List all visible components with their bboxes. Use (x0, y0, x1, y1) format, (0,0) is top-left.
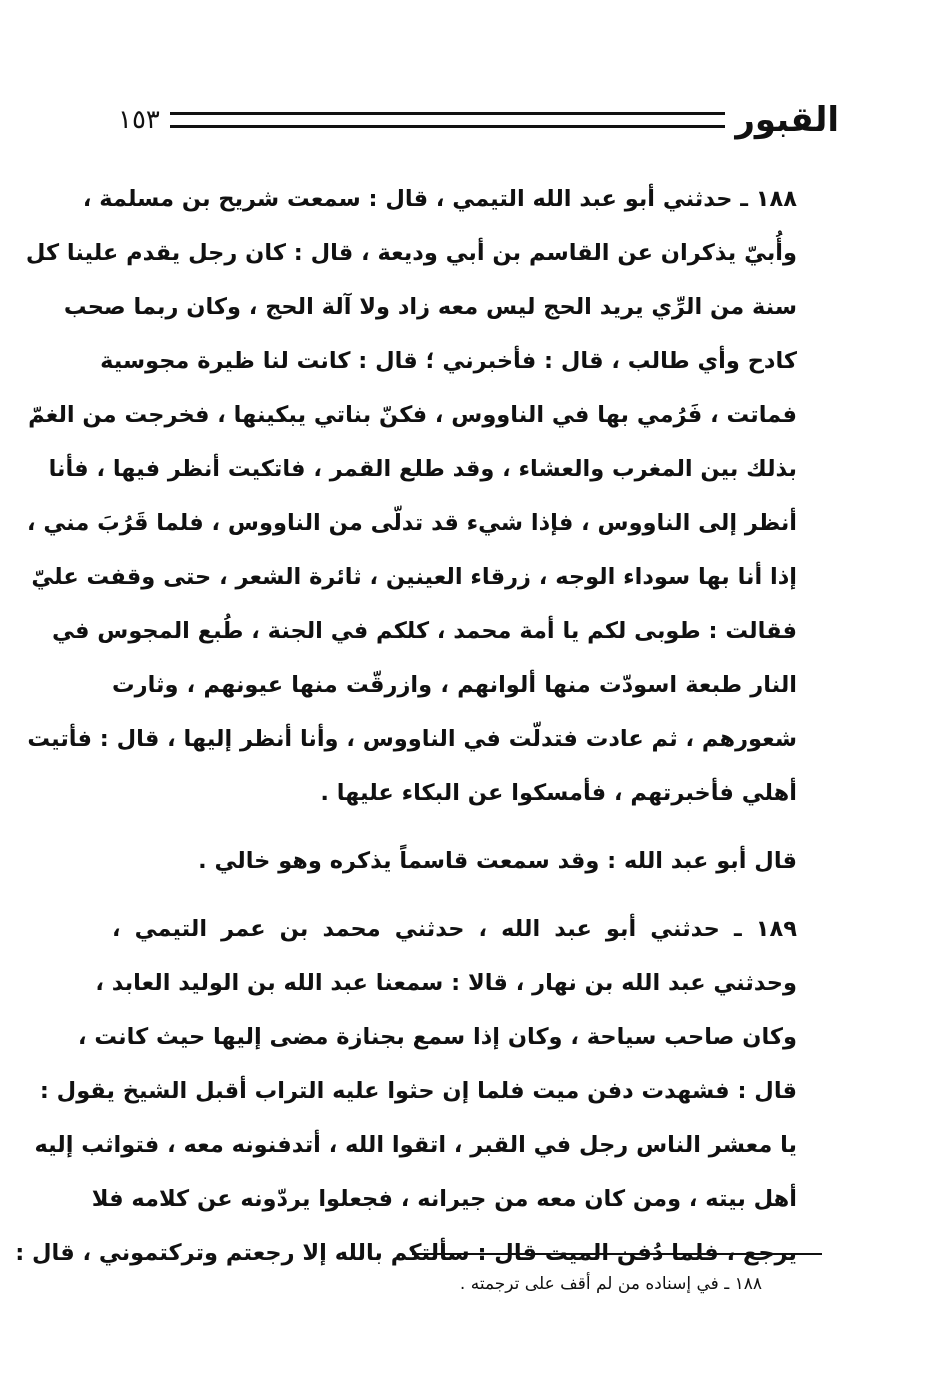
text-line: وأُبيّ يذكران عن القاسم بن أبي وديعة ، قال : كان رجل يقدم علينا كل (25, 240, 797, 266)
text-line: ١٨٩ ـ حدثني أبو عبد الله ، حدثني محمد بن عمر التيمي ، (112, 916, 797, 942)
narration-189 (15, 902, 837, 1280)
page-number: ١٥٣ (118, 105, 160, 135)
text-line: يا معشر الناس رجل في القبر ، اتقوا الله ، أتدفنونه معه ، فتواثب إليه (34, 1132, 797, 1158)
footnote-separator (412, 1253, 822, 1255)
text-line: النار طبعة اسودّت منها ألوانهم ، وازرقّت منها عيونهم ، وثارت (112, 672, 797, 698)
main-text (15, 172, 837, 1280)
text-line: وكان صاحب سياحة ، وكان إذا سمع بجنازة مضى إليها حيث كانت ، (77, 1024, 797, 1050)
text-line: بذلك بين المغرب والعشاء ، وقد طلع القمر ، فاتكيت أنظر فيها ، فأنا (48, 456, 797, 482)
text-line: سنة من الرِّي يريد الحج ليس معه زاد ولا آلة الحج ، وكان ربما صحب (63, 294, 797, 320)
header-double-rule (170, 112, 725, 128)
text-line: وحدثني عبد الله بن نهار ، قالا : سمعنا عبد الله بن الوليد العابد ، (95, 970, 797, 996)
running-title: القبور (735, 100, 839, 140)
text-line: إذا أنا بها سوداء الوجه ، زرقاء العينين ، ثائرة الشعر ، حتى وقفت عليّ (31, 564, 797, 590)
narration-188-remark (112, 834, 837, 888)
text-line: كادح وأي طالب ، قال : فأخبرني ؛ قال : كانت لنا ظيرة مجوسية (100, 348, 797, 374)
footnote: ١٨٨ ـ في إسناده من لم أقف على ترجمته . (459, 1274, 762, 1294)
text-line: شعورهم ، ثم عادت فتدلّت في الناووس ، وأنا أنظر إليها ، قال : فأتيت (27, 726, 797, 752)
text-line: قال : فشهدت دفن ميت فلما إن حثوا عليه التراب أقبل الشيخ يقول : (39, 1078, 797, 1104)
narration-188 (25, 172, 837, 820)
text-line: أهل بيته ، ومن كان معه من جيرانه ، فجعلوا يردّونه عن كلامه فلا (91, 1186, 797, 1212)
text-line: فقالت : طوبى لكم يا أمة محمد ، كلكم في الجنة ، طُبع المجوس في (51, 618, 797, 644)
text-line: ١٨٨ ـ حدثني أبو عبد الله التيمي ، قال : سمعت شريح بن مسلمة ، (82, 186, 797, 212)
text-line: يرجع ، فلما دُفن الميت قال : سألتكم بالله إلا رجعتم وتركتموني ، قال : (15, 1240, 797, 1266)
text-line: أهلي فأخبرتهم ، فأمسكوا عن البكاء عليها . (320, 780, 797, 806)
text-line: فماتت ، فَرُمي بها في الناووس ، فكنّ بناتي يبكينها ، فخرجت من الغمّ (28, 402, 797, 428)
text-line: قال أبو عبد الله : وقد سمعت قاسماً يذكره وهو خالي . (198, 848, 797, 874)
text-line: أنظر إلى الناووس ، فإذا شيء قد تدلّى من الناووس ، فلما قَرُبَ مني ، (27, 510, 797, 536)
page-header (118, 95, 839, 145)
